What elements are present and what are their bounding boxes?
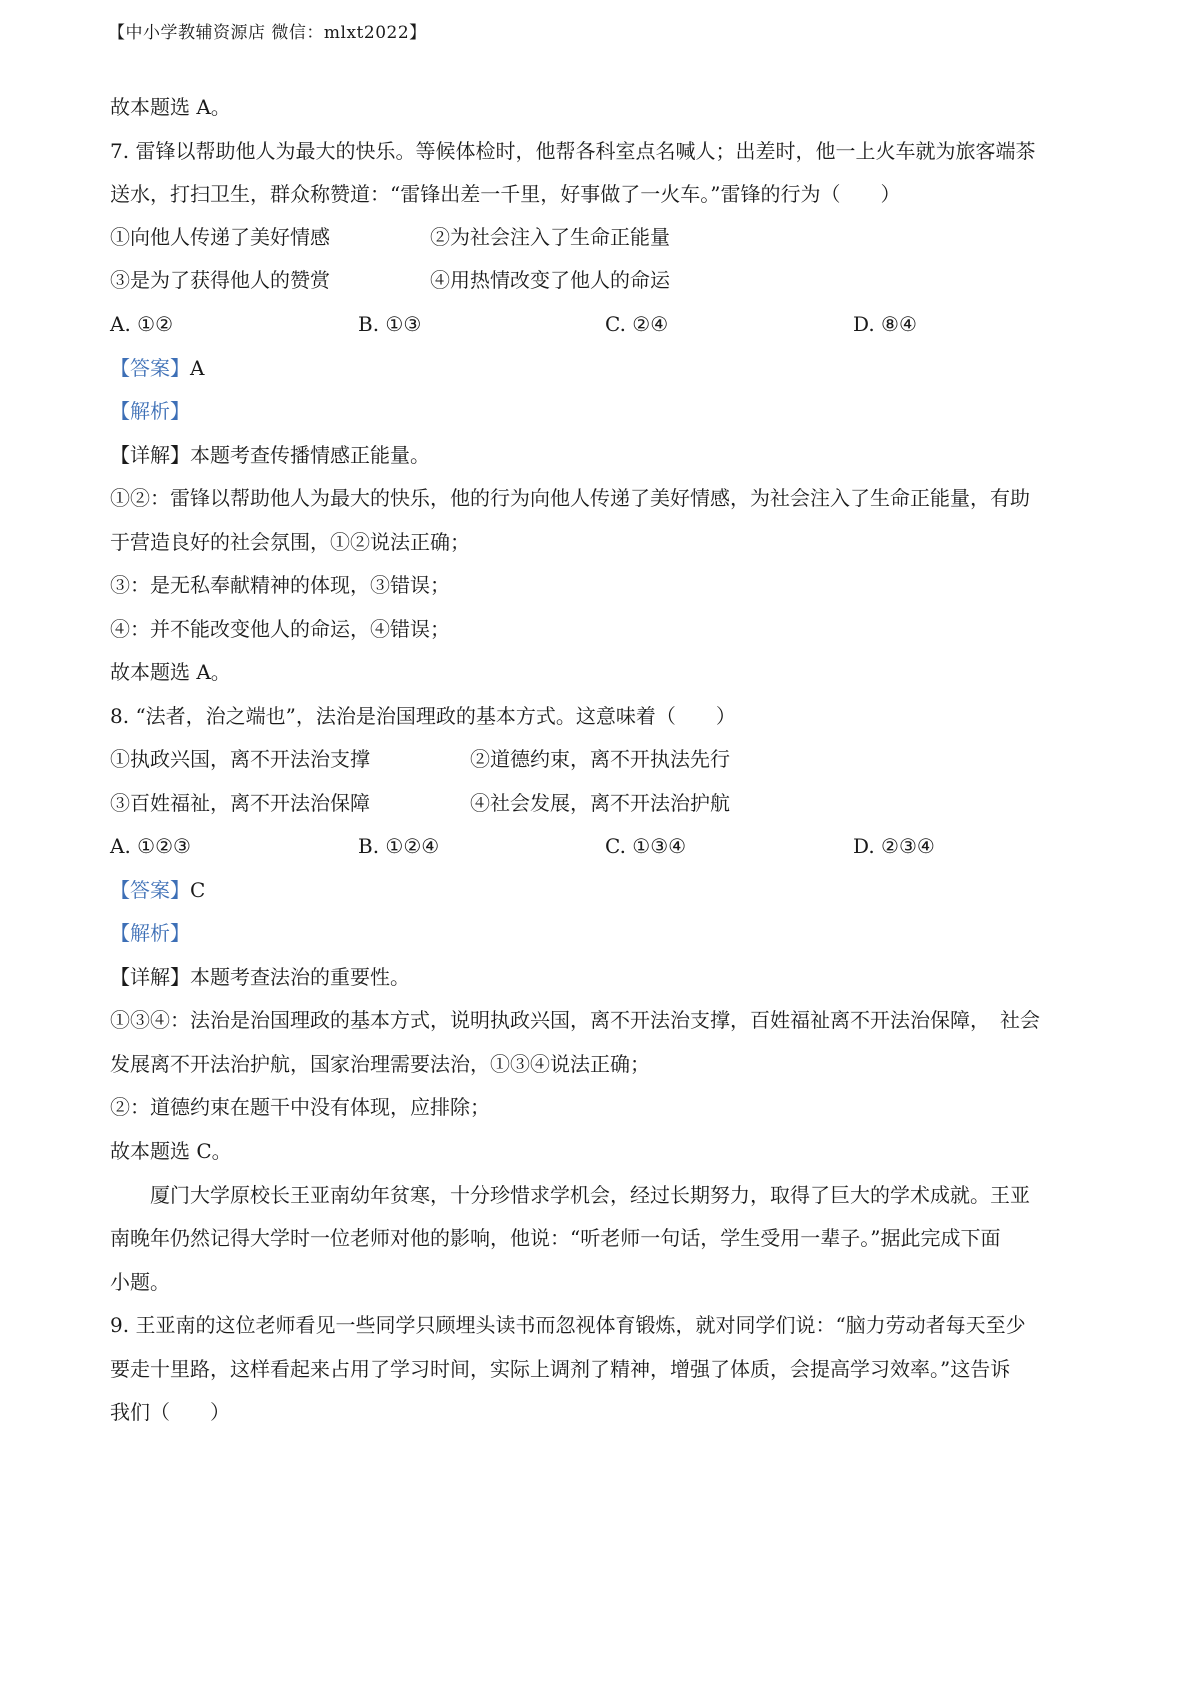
q7-detail: 【详解】本题考查传播情感正能量。 <box>110 443 430 467</box>
q7-item-4: ④用热情改变了他人的命运 <box>430 268 670 292</box>
q8-choice-b: B. ①②④ <box>358 834 440 858</box>
q7-explanation-line1: ①②：雷锋以帮助他人为最大的快乐，他的行为向他人传递了美好情感，为社会注入了生命正能量，有助 <box>110 486 1030 510</box>
q7-analysis-label: 【解析】 <box>110 399 190 423</box>
q9-stem-line1: 9. 王亚南的这位老师看见一些同学只顾埋头读书而忽视体育锻炼，就对同学们说：“脑力劳动者每天至少 <box>110 1313 1026 1337</box>
q7-stem-line2: 送水，打扫卫生，群众称赞道：“雷锋出差一千里，好事做了一火车。”雷锋的行为（ ） <box>110 182 901 206</box>
q8-explanation-line3: ②：道德约束在题干中没有体现，应排除； <box>110 1095 490 1119</box>
q8-stem: 8. “法者，治之端也”，法治是治国理政的基本方式。这意味着（ ） <box>110 704 736 728</box>
q7-explanation-line3: ③：是无私奉献精神的体现，③错误； <box>110 573 450 597</box>
q7-explanation-line2: 于营造良好的社会氛围，①②说法正确； <box>110 530 470 554</box>
q7-conclusion: 故本题选 A。 <box>110 660 231 684</box>
q8-choice-a: A. ①②③ <box>110 834 191 858</box>
q8-item-1: ①执政兴国，离不开法治支撑 <box>110 747 370 771</box>
q7-item-3: ③是为了获得他人的赞赏 <box>110 268 330 292</box>
passage-line3: 小题。 <box>110 1270 170 1294</box>
q8-conclusion: 故本题选 C。 <box>110 1139 232 1163</box>
q8-answer-row <box>110 878 205 902</box>
q8-detail: 【详解】本题考查法治的重要性。 <box>110 965 410 989</box>
q7-choice-a: A. ①② <box>110 312 174 336</box>
q8-item-2: ②道德约束，离不开执法先行 <box>470 747 730 771</box>
q7-choice-d: D. ⑧④ <box>853 312 917 336</box>
q7-answer-row <box>110 356 204 380</box>
q7-answer-value: A <box>190 356 205 380</box>
passage-line2: 南晚年仍然记得大学时一位老师对他的影响，他说：“听老师一句话，学生受用一辈子。”据此完成下面 <box>110 1226 1001 1250</box>
q8-answer-label: 【答案】 <box>110 878 190 902</box>
passage-line1: 厦门大学原校长王亚南幼年贫寒，十分珍惜求学机会，经过长期努力，取得了巨大的学术成就。王亚 <box>110 1183 1030 1207</box>
q7-answer-label: 【答案】 <box>110 356 190 380</box>
q8-item-3: ③百姓福祉，离不开法治保障 <box>110 791 370 815</box>
q7-choice-b: B. ①③ <box>358 312 422 336</box>
q6-conclusion: 故本题选 A。 <box>110 95 231 119</box>
q7-item-2: ②为社会注入了生命正能量 <box>430 225 670 249</box>
q8-item-4: ④社会发展，离不开法治护航 <box>470 791 730 815</box>
q9-stem-line3: 我们（ ） <box>110 1400 230 1424</box>
q9-stem-line2: 要走十里路，这样看起来占用了学习时间，实际上调剂了精神，增强了体质，会提高学习效率。”这告诉 <box>110 1357 1011 1381</box>
q7-explanation-line4: ④：并不能改变他人的命运，④错误； <box>110 617 450 641</box>
q7-stem-line1: 7. 雷锋以帮助他人为最大的快乐。等候体检时，他帮各科室点名喊人；出差时，他一上火车就为旅客端茶 <box>110 139 1036 163</box>
q8-explanation-line2: 发展离不开法治护航，国家治理需要法治，①③④说法正确； <box>110 1052 650 1076</box>
q8-choice-c: C. ①③④ <box>605 834 687 858</box>
q7-item-1: ①向他人传递了美好情感 <box>110 225 330 249</box>
q8-answer-value: C <box>190 878 206 902</box>
q8-explanation-line1: ①③④：法治是治国理政的基本方式，说明执政兴国，离不开法治支撑，百姓福祉离不开法治保障， 社会 <box>110 1008 1040 1032</box>
q8-analysis-label: 【解析】 <box>110 921 190 945</box>
header-watermark: 【中小学教辅资源店 微信：mlxt2022】 <box>108 23 427 43</box>
q7-choice-c: C. ②④ <box>605 312 669 336</box>
q8-choice-d: D. ②③④ <box>853 834 935 858</box>
